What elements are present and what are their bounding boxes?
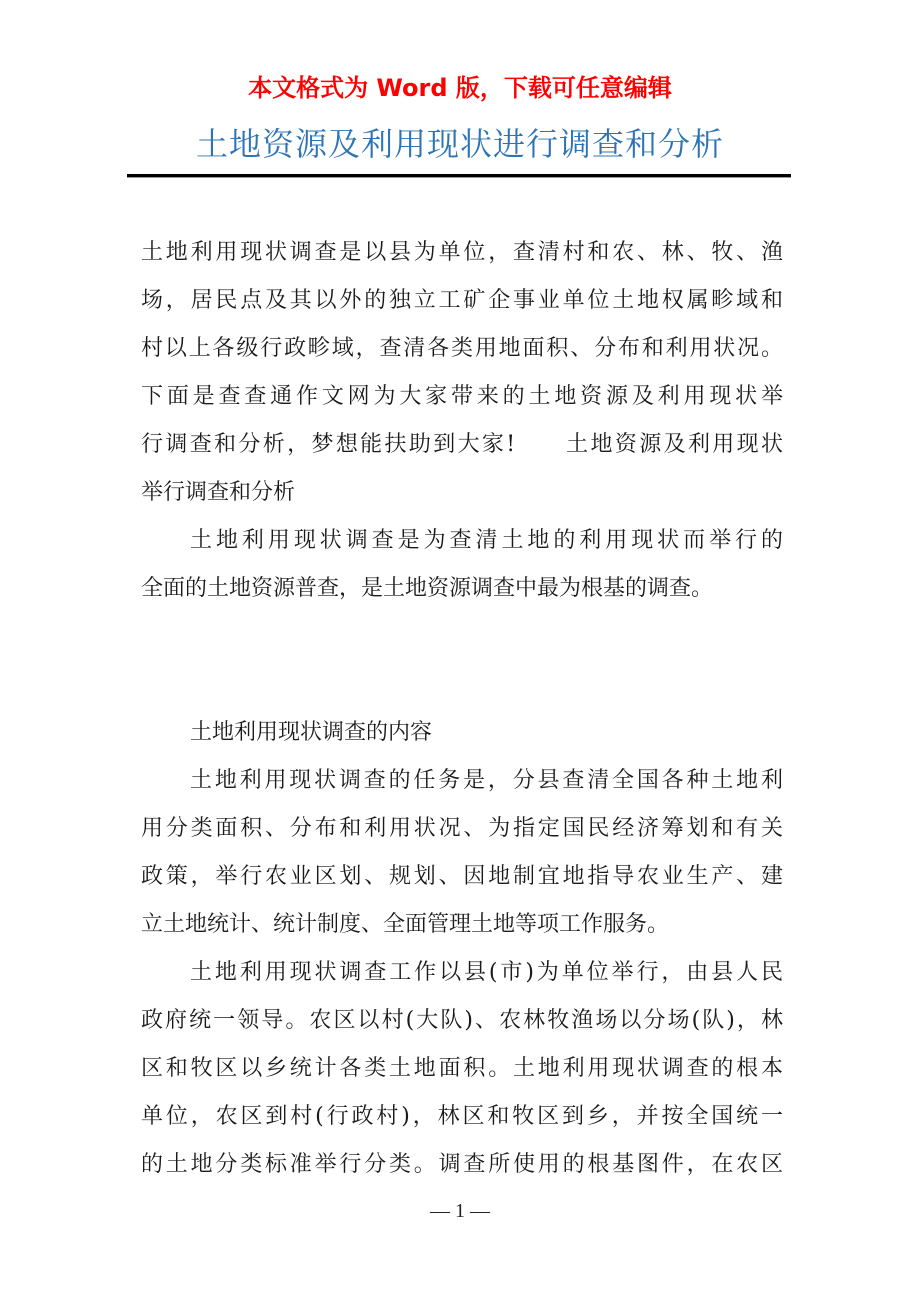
blank-line bbox=[141, 661, 783, 709]
document-body bbox=[141, 229, 783, 1189]
paragraph-line: 土地利用现状调查的任务是，分县查清全国各种土地利 bbox=[190, 768, 783, 793]
paragraph-line: 政策，举行农业区划、规划、因地制宜地指导农业生产、建 bbox=[141, 864, 783, 889]
paragraph-line: 场，居民点及其以外的独立工矿企事业单位土地权属畛域和 bbox=[141, 288, 783, 313]
paragraph-line: 村以上各级行政畛域，查清各类用地面积、分布和利用状况。 bbox=[141, 336, 783, 361]
paragraph-line: 政府统一领导。农区以村(大队)、农林牧渔场以分场(队)，林 bbox=[141, 1008, 783, 1033]
paragraph-line: 单位，农区到村(行政村)，林区和牧区到乡，并按全国统一 bbox=[141, 1104, 783, 1129]
paragraph-line: 的土地分类标准举行分类。调查所使用的根基图件，在农区 bbox=[141, 1152, 783, 1177]
page-number: — 1 — bbox=[430, 1200, 490, 1222]
paragraph-line: 土地利用现状调查是以县为单位，查清村和农、林、牧、渔 bbox=[141, 240, 783, 265]
paragraph-line: 举行调查和分析 bbox=[141, 480, 296, 505]
paragraph-line: 行调查和分析，梦想能扶助到大家! 土地资源及利用现状 bbox=[141, 432, 783, 457]
section-heading: 土地利用现状调查的内容 bbox=[190, 720, 433, 745]
editable-notice-banner: 本文格式为 Word 版，下载可任意编辑 bbox=[248, 74, 672, 102]
paragraph-line: 土地利用现状调查工作以县(市)为单位举行，由县人民 bbox=[190, 960, 783, 985]
paragraph-line: 全面的土地资源普查，是土地资源调查中最为根基的调查。 bbox=[141, 576, 714, 601]
title-divider bbox=[127, 174, 791, 178]
paragraph-line: 用分类面积、分布和利用状况、为指定国民经济筹划和有关 bbox=[141, 816, 783, 841]
paragraph-line: 土地利用现状调查是为查清土地的利用现状而举行的 bbox=[190, 528, 783, 553]
paragraph-line: 区和牧区以乡统计各类土地面积。土地利用现状调查的根本 bbox=[141, 1056, 783, 1081]
paragraph-line: 下面是查查通作文网为大家带来的土地资源及利用现状举 bbox=[141, 384, 783, 409]
paragraph-line: 立土地统计、统计制度、全面管理土地等项工作服务。 bbox=[141, 912, 670, 937]
blank-line bbox=[141, 613, 783, 661]
document-title: 土地资源及利用现状进行调查和分析 bbox=[195, 125, 724, 163]
